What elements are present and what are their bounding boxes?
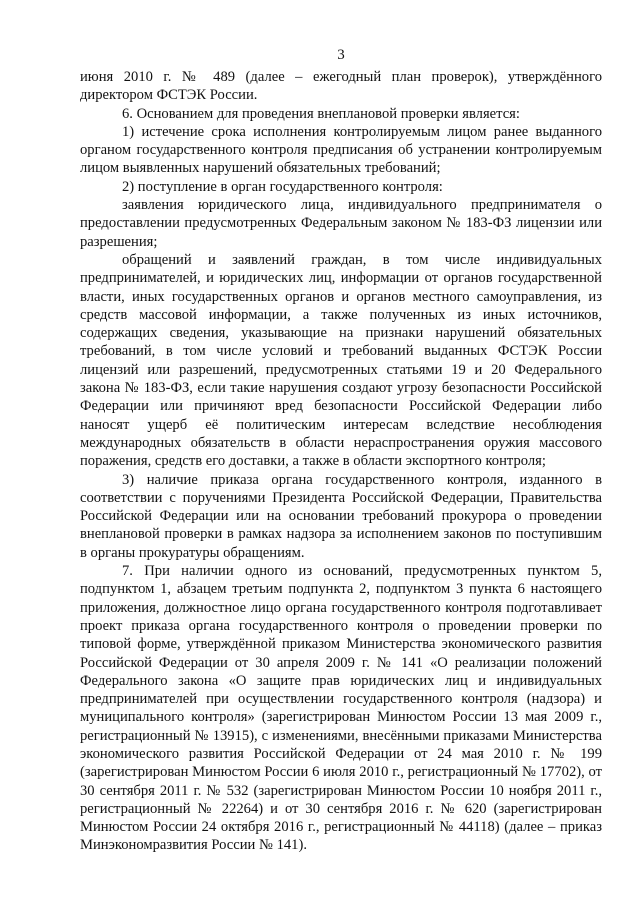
paragraph-item-3: 3) наличие приказа органа государственного контроля, изданного в соответствии с поручениями Президента Российской Федерации, Правительства Российской Федерации или на основании требований прокурора о проведении внеплановой проверки в рамках надзора за исполнением законов по поступившим в органы прокуратуры обращениям. xyxy=(80,471,602,561)
paragraph-item-2: 2) поступление в орган государственного контроля: xyxy=(122,178,443,195)
paragraph-item-2-statement: заявления юридического лица, индивидуального предпринимателя о предоставлении предусмотренных Федеральным законом № 183-ФЗ лицензии или разрешения; xyxy=(80,197,602,250)
paragraph-section-7: 7. При наличии одного из оснований, предусмотренных пунктом 5, подпунктом 1, абзацем третьим подпункта 2, подпунктом 3 пункта 6 настоящего приложения, должностное лицо органа государственного контроля подготавливает проект приказа органа государственного контроля о проведении проверки по типовой форме, утверждённой приказом Министерства экономического развития Российской Федерации от 30 апреля 2009 г. № 141 «О реализации положений Федерального закона «О защите прав юридических лиц и индивидуальных предпринимателей при осуществлении государственного контроля (надзора) и муниципального контроля» (зарегистрирован Минюстом России 13 мая 2009 г., регистрационный № 13915), с изменениями, внесёнными приказами Министерства экономического развития Российской Федерации от 24 мая 2010 г. № 199 (зарегистрирован Минюстом России 6 июля 2010 г., регистрационный № 17702), от 30 сентября 2011 г. № 532 (зарегистрирован Минюстом России 10 ноября 2011 г., регистрационный № 22264) и от 30 сентября 2016 г. № 620 (зарегистрирован Минюстом России 24 октября 2016 г., регистрационный № 44118) (далее – приказ Минэкономразвития России № 141). xyxy=(80,563,602,854)
page-number: 3 xyxy=(337,47,345,63)
paragraph-continuation: июня 2010 г. № 489 (далее – ежегодный план проверок), утверждённого директором ФСТЭК России. xyxy=(80,69,602,104)
paragraph-section-6: 6. Основанием для проведения внеплановой проверки является: xyxy=(122,105,520,122)
paragraph-item-2-appeals: обращений и заявлений граждан, в том числе индивидуальных предпринимателей, и юридических лиц, информации от органов государственной власти, иных государственных органов и органов местного самоуправления, из средств массовой информации, а также полученных из иных источников, содержащих сведения, указывающие на признаки нарушений обязательных требований, в том числе условий и требований выданных ФСТЭК России лицензий или разрешений, предусмотренных статьями 19 и 20 Федерального закона № 183-ФЗ, если такие нарушения создают угрозу безопасности Российской Федерации или причиняют вред безопасности Российской Федерации либо наносят ущерб её политическим интересам вследствие несоблюдения международных обязательств в области нераспространения оружия массового поражения, средств его доставки, а также в области экспортного контроля; xyxy=(80,251,602,470)
paragraph-item-1: 1) истечение срока исполнения контролируемым лицом ранее выданного органом государственного контроля предписания об устранении контролируемым лицом выявленных нарушений обязательных требований; xyxy=(80,123,602,177)
document-body xyxy=(80,68,602,855)
